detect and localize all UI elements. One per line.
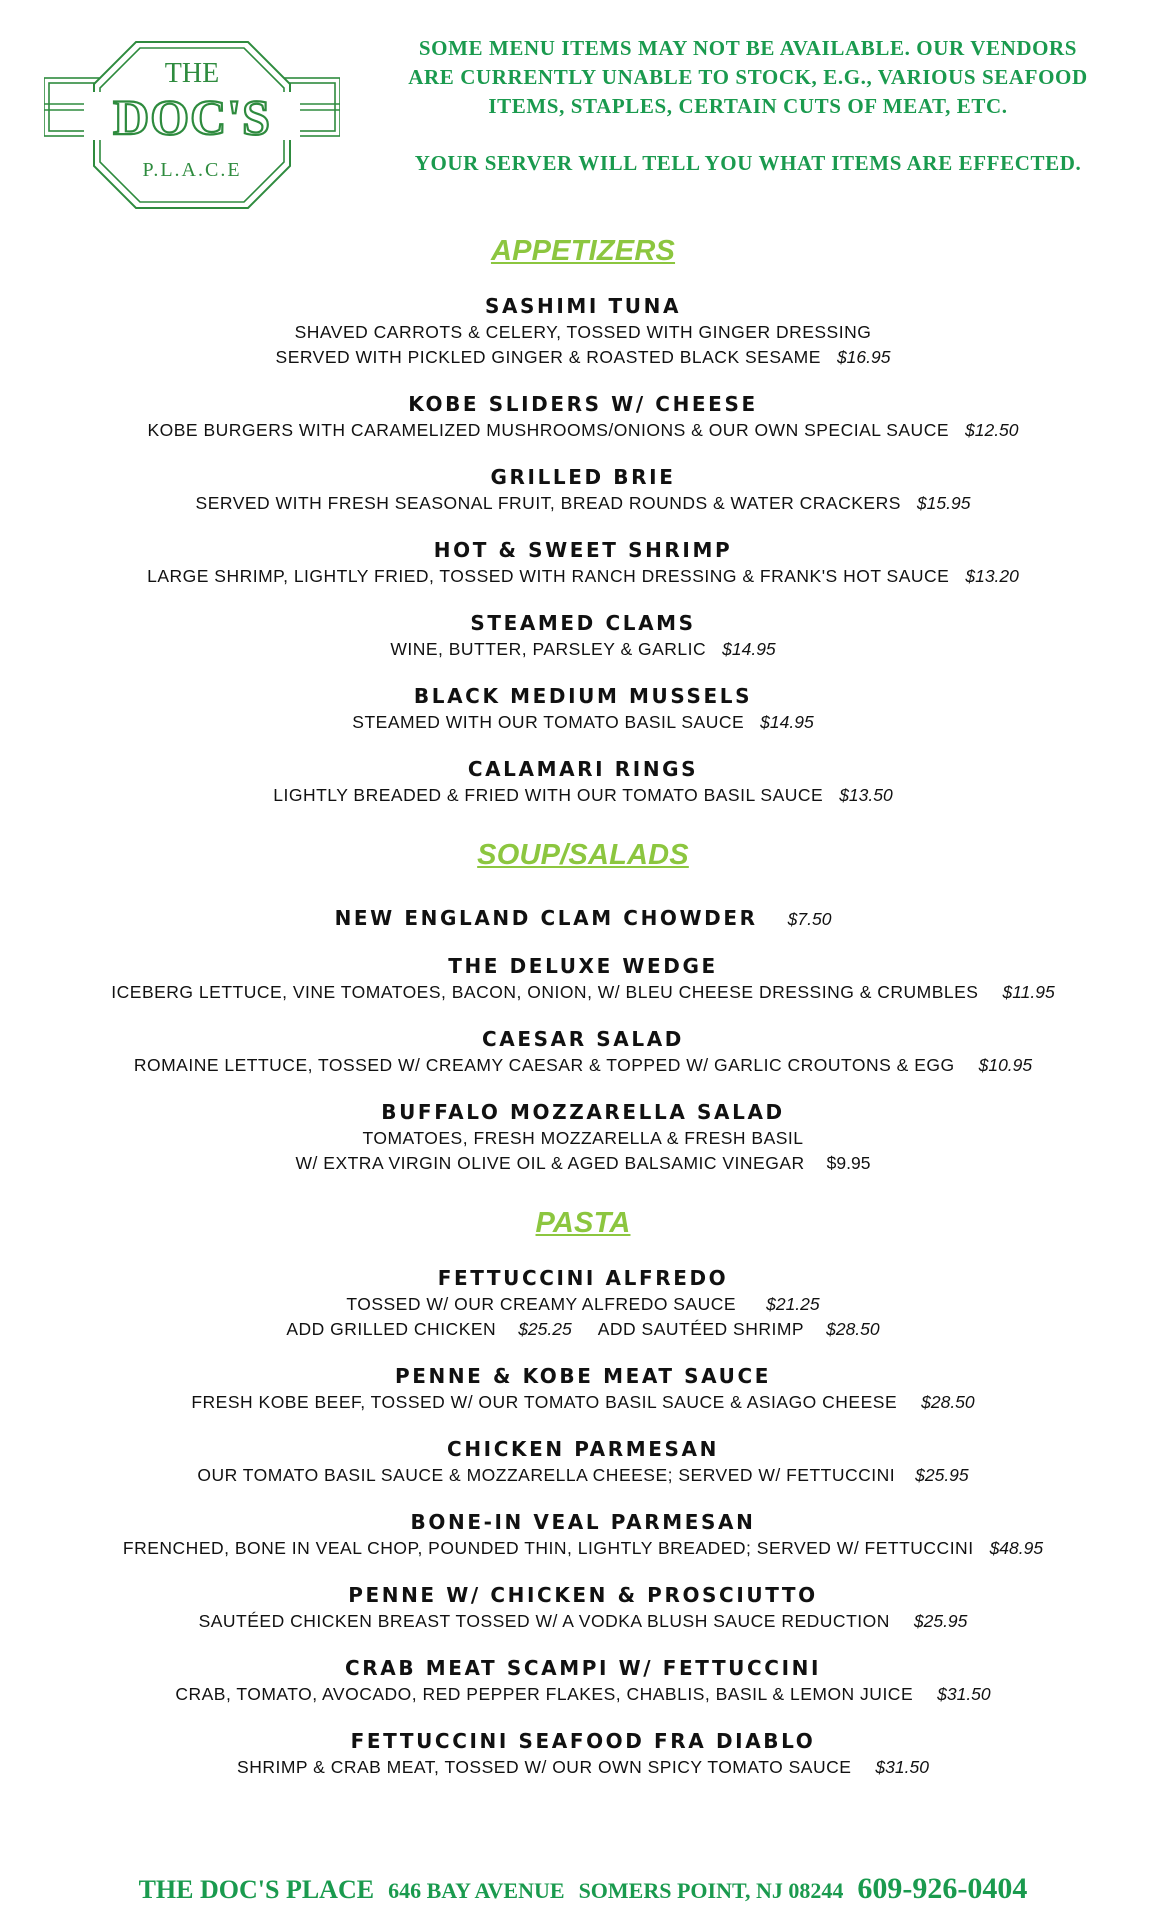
menu-item [0, 952, 1166, 1005]
item-name: CAESAR SALAD [482, 1027, 684, 1051]
menu-item [0, 1435, 1166, 1488]
footer-address: 646 BAY AVENUE [388, 1878, 565, 1903]
item-description: LARGE SHRIMP, LIGHTLY FRIED, TOSSED WITH RANCH DRESSING & FRANK'S HOT SAUCE [147, 566, 950, 586]
item-name: FETTUCCINI SEAFOOD FRA DIABLO [350, 1729, 816, 1753]
item-description: OUR TOMATO BASIL SAUCE & MOZZARELLA CHEESE; SERVED W/ FETTUCCINI [197, 1465, 896, 1485]
item-name: BONE-IN VEAL PARMESAN [410, 1510, 756, 1534]
item-description: ICEBERG LETTUCE, VINE TOMATOES, BACON, ONION, W/ BLEU CHEESE DRESSING & CRUMBLES [111, 982, 979, 1002]
item-name: HOT & SWEET SHRIMP [433, 538, 733, 562]
item-description: SERVED WITH PICKLED GINGER & ROASTED BLACK SESAME [275, 347, 821, 367]
item-description: W/ EXTRA VIRGIN OLIVE OIL & AGED BALSAMIC VINEGAR [295, 1153, 805, 1173]
item-price: $21.25 [766, 1294, 820, 1314]
item-description: SHRIMP & CRAB MEAT, TOSSED W/ OUR OWN SPICY TOMATO SAUCE [237, 1757, 852, 1777]
item-price: $48.95 [989, 1538, 1044, 1558]
item-name: BLACK MEDIUM MUSSELS [413, 684, 753, 708]
section-title-appetizers: APPETIZERS [490, 235, 676, 267]
menu-item [0, 1025, 1166, 1078]
item-price: $12.50 [965, 420, 1019, 440]
menu-item [0, 1508, 1166, 1561]
footer-phone: 609-926-0404 [857, 1872, 1028, 1905]
item-description: TOSSED W/ OUR CREAMY ALFREDO SAUCE [346, 1294, 737, 1314]
item-name: PENNE W/ CHICKEN & PROSCIUTTO [348, 1583, 818, 1607]
item-price: $7.50 [787, 909, 832, 929]
item-description: WINE, BUTTER, PARSLEY & GARLIC [390, 639, 707, 659]
restaurant-logo [44, 40, 340, 210]
item-name: GRILLED BRIE [490, 465, 676, 489]
notice-line: ITEMS, STAPLES, CERTAIN CUTS OF MEAT, ETC. [488, 94, 1008, 118]
section-title-soup-salads: SOUP/SALADS [477, 839, 689, 871]
item-price: $13.20 [965, 566, 1019, 586]
item-price: $25.95 [915, 1465, 969, 1485]
menu-item [0, 463, 1166, 516]
item-price: $16.95 [836, 347, 891, 367]
menu-item [0, 1727, 1166, 1780]
item-price: $15.95 [916, 493, 971, 513]
item-price: $14.95 [722, 639, 776, 659]
item-name: CALAMARI RINGS [467, 757, 699, 781]
menu-item [0, 390, 1166, 443]
logo-top-text: THE [164, 58, 220, 89]
item-name: FETTUCCINI ALFREDO [437, 1266, 729, 1290]
menu-item [0, 755, 1166, 808]
item-description: KOBE BURGERS WITH CARAMELIZED MUSHROOMS/ONIONS & OUR OWN SPECIAL SAUCE [147, 420, 949, 440]
menu-item [0, 682, 1166, 735]
logo-bottom-text: P.L.A.C.E [142, 159, 242, 181]
soup-salads-section [0, 832, 1166, 1176]
item-price: $14.95 [760, 712, 814, 732]
addon-shrimp-price: $28.50 [826, 1319, 880, 1339]
item-description: SHAVED CARROTS & CELERY, TOSSED WITH GINGER DRESSING [294, 322, 872, 342]
item-price: $13.50 [839, 785, 893, 805]
menu-item [0, 1098, 1166, 1176]
logo-main-text: DOC'S [113, 89, 271, 145]
item-name: BUFFALO MOZZARELLA SALAD [381, 1100, 785, 1124]
item-price: $25.95 [913, 1611, 968, 1631]
pasta-section [0, 1200, 1166, 1780]
appetizers-section [0, 228, 1166, 808]
addon-chicken-price: $25.25 [518, 1319, 572, 1339]
item-price: $10.95 [978, 1055, 1033, 1075]
menu-item [0, 1362, 1166, 1415]
menu-item [0, 1654, 1166, 1707]
menu-item [0, 536, 1166, 589]
menu-item [0, 292, 1166, 370]
item-price: $31.50 [937, 1684, 991, 1704]
addon-shrimp-label: ADD SAUTÉED SHRIMP [597, 1319, 805, 1339]
item-description: LIGHTLY BREADED & FRIED WITH OUR TOMATO BASIL SAUCE [273, 785, 824, 805]
item-name: STEAMED CLAMS [470, 611, 696, 635]
footer-city: SOMERS POINT, NJ 08244 [578, 1878, 844, 1903]
menu-item [0, 609, 1166, 662]
availability-notice [348, 34, 1148, 178]
notice-line: SOME MENU ITEMS MAY NOT BE AVAILABLE. OUR VENDORS [418, 36, 1078, 60]
item-description: FRESH KOBE BEEF, TOSSED W/ OUR TOMATO BASIL SAUCE & ASIAGO CHEESE [191, 1392, 898, 1412]
notice-server-line: YOUR SERVER WILL TELL YOU WHAT ITEMS ARE EFFECTED. [414, 151, 1082, 175]
item-description: ROMAINE LETTUCE, TOSSED W/ CREAMY CAESAR & TOPPED W/ GARLIC CROUTONS & EGG [133, 1055, 955, 1075]
item-description: FRENCHED, BONE IN VEAL CHOP, POUNDED THIN, LIGHTLY BREADED; SERVED W/ FETTUCCINI [122, 1538, 974, 1558]
item-price: $11.95 [1002, 982, 1055, 1002]
item-name: SASHIMI TUNA [484, 294, 682, 318]
item-price: $9.95 [826, 1153, 871, 1173]
section-title-pasta: PASTA [535, 1207, 631, 1239]
item-description: TOMATOES, FRESH MOZZARELLA & FRESH BASIL [362, 1128, 804, 1148]
item-name: PENNE & KOBE MEAT SAUCE [394, 1364, 772, 1388]
item-description: STEAMED WITH OUR TOMATO BASIL SAUCE [352, 712, 745, 732]
menu-item [0, 904, 1166, 932]
item-description: CRAB, TOMATO, AVOCADO, RED PEPPER FLAKES, CHABLIS, BASIL & LEMON JUICE [175, 1684, 914, 1704]
notice-line: ARE CURRENTLY UNABLE TO STOCK, E.G., VARIOUS SEAFOOD [408, 65, 1088, 89]
footer-contact [0, 1872, 1166, 1906]
item-name: CHICKEN PARMESAN [447, 1437, 719, 1461]
item-name: NEW ENGLAND CLAM CHOWDER [334, 906, 758, 930]
menu-item [0, 1264, 1166, 1342]
menu-item [0, 1581, 1166, 1634]
item-price: $31.50 [875, 1757, 929, 1777]
item-name: KOBE SLIDERS W/ CHEESE [408, 392, 758, 416]
footer-restaurant-name: THE DOC'S PLACE [138, 1875, 375, 1904]
menu-body [0, 228, 1166, 1780]
item-name: CRAB MEAT SCAMPI W/ FETTUCCINI [345, 1656, 821, 1680]
item-name: THE DELUXE WEDGE [448, 954, 718, 978]
item-price: $28.50 [921, 1392, 975, 1412]
item-description: SERVED WITH FRESH SEASONAL FRUIT, BREAD ROUNDS & WATER CRACKERS [195, 493, 901, 513]
item-description: SAUTÉED CHICKEN BREAST TOSSED W/ A VODKA BLUSH SAUCE REDUCTION [198, 1611, 890, 1631]
addon-chicken-label: ADD GRILLED CHICKEN [286, 1319, 497, 1339]
